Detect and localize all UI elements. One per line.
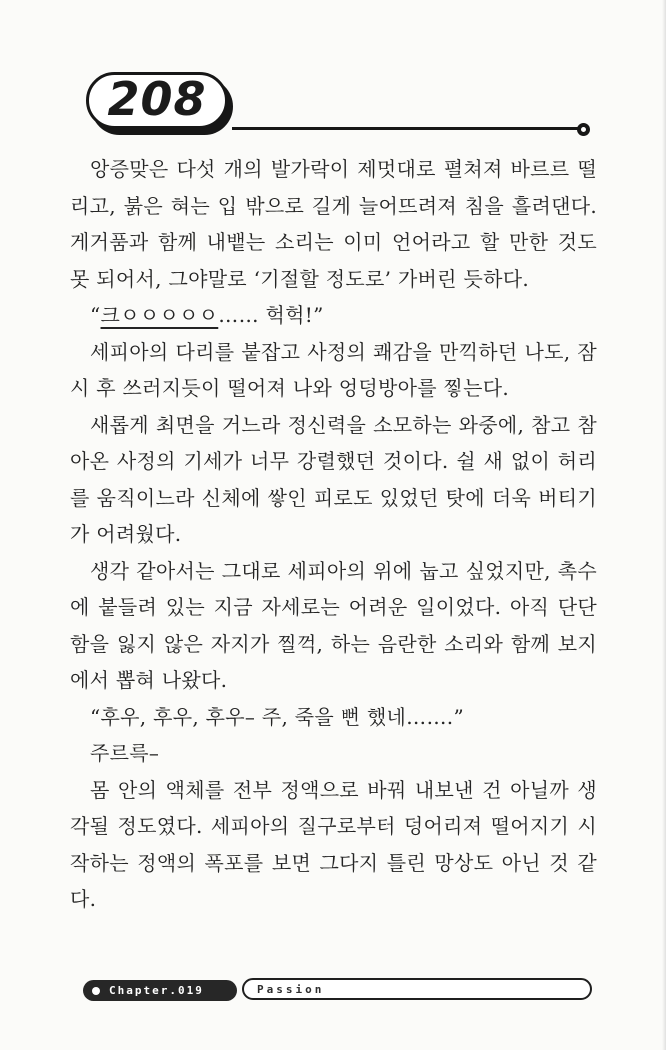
paragraph-4: 생각 같아서는 그대로 세피아의 위에 눕고 싶었지만, 촉수에 붙들려 있는 지금 자세로는 어려운 일이었다. 아직 단단함을 잃지 않은 자지가 찔꺽, 하는 음란한 소리와 함께 보지에서 뽑혀 나왔다. [70, 558, 597, 692]
sound-effect-line: 주르륵– [90, 741, 160, 765]
header-rule [232, 127, 578, 130]
bullet-dot-icon [92, 987, 100, 995]
dialogue-underlined-text: 크ㅇㅇㅇㅇㅇ [100, 303, 219, 327]
section-label: Passion [257, 982, 325, 996]
paragraph-3: 새롭게 최면을 거느라 정신력을 소모하는 와중에, 참고 참아온 사정의 기세가 너무 강렬했던 것이다. 쉴 새 없이 허리를 움직이느라 신체에 쌓인 피로도 있었던 탓에 더욱 버티기가 어려웠다. [70, 412, 597, 546]
header-rule-end-ring-icon [577, 123, 590, 136]
dialogue-groan-line [70, 297, 597, 334]
page-number-badge [86, 72, 228, 129]
dialogue-open-quote: “ [90, 303, 101, 327]
section-badge [242, 978, 592, 1000]
chapter-label: Chapter.019 [109, 984, 204, 997]
page-number: 208 [107, 71, 207, 126]
body-text [70, 151, 597, 918]
paragraph-1: 앙증맞은 다섯 개의 발가락이 제멋대로 펼쳐져 바르르 떨리고, 붉은 혀는 입 밖으로 길게 늘어뜨려져 침을 흘려댄다. 게거품과 함께 내뱉는 소리는 이미 언어라고 할 만한 것도 못 되어서, 그야말로 ‘기절할 정도로’ 가버린 듯하다. [70, 157, 597, 291]
dialogue-rest-text: …… 헉헉!” [218, 303, 324, 327]
paragraph-2: 세피아의 다리를 붙잡고 사정의 쾌감을 만끽하던 나도, 잠시 후 쓰러지듯이 떨어져 나와 엉덩방아를 찧는다. [70, 339, 597, 400]
paragraph-5: 몸 안의 액체를 전부 정액으로 바꿔 내보낸 건 아닐까 생각될 정도였다. 세피아의 질구로부터 덩어리져 떨어지기 시작하는 정액의 폭포를 보면 그다지 틀린 망상도 아닌 것 같다. [70, 777, 597, 911]
scan-edge-shadow [662, 0, 666, 1050]
dialogue-sigh-line: “후우, 후우, 후우– 주, 죽을 뻔 했네…….” [90, 704, 464, 729]
chapter-badge [83, 980, 237, 1001]
